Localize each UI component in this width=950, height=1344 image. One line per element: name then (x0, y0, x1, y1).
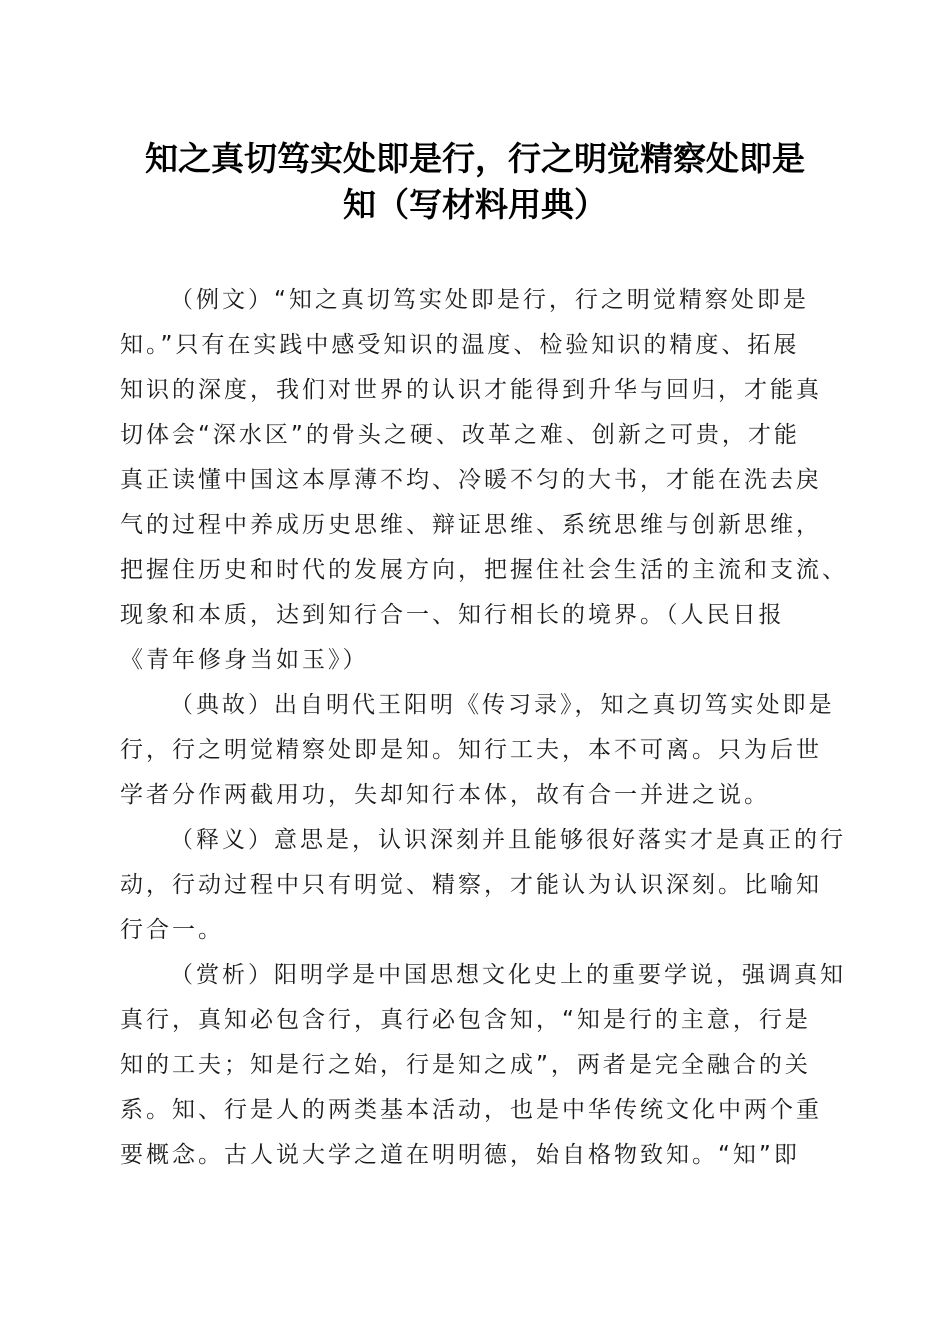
text-line: 系。知、行是人的两类基本活动，也是中华传统文化中两个重 (120, 1097, 822, 1123)
paragraph-appreciation (120, 953, 846, 1178)
text-line: 行合一。 (120, 917, 224, 943)
text-line: 把握住历史和时代的发展方向，把握住社会生活的主流和支流、 (120, 557, 848, 583)
text-line: 真行，真知必包含行，真行必包含知，“知是行的主意，行是 (120, 1007, 811, 1033)
document-body (120, 278, 848, 1178)
paragraph-example (120, 278, 848, 683)
text-line: （释义）意思是，认识深刻并且能够很好落实才是真正的行 (170, 827, 846, 853)
text-line: 动，行动过程中只有明觉、精察，才能认为认识深刻。比喻知 (120, 872, 822, 898)
text-line: 要概念。古人说大学之道在明明德，始自格物致知。“知”即 (120, 1142, 800, 1168)
page-title (100, 136, 850, 228)
text-line: 真正读懂中国这本厚薄不均、冷暖不匀的大书，才能在洗去戾 (120, 467, 822, 493)
text-line: 《青年修身当如玉》） (120, 647, 369, 673)
text-line: 气的过程中养成历史思维、辩证思维、系统思维与创新思维， (120, 512, 822, 538)
title-line-1: 知之真切笃实处即是行，行之明觉精察处即是 (145, 139, 805, 178)
paragraph-interpretation (120, 818, 846, 953)
text-line: 知。”只有在实践中感受知识的温度、检验知识的精度、拓展 (120, 332, 800, 358)
paragraph-allusion (120, 683, 835, 818)
text-line: （赏析）阳明学是中国思想文化史上的重要学说，强调真知 (170, 962, 846, 988)
text-line: 行，行之明觉精察处即是知。知行工夫，本不可离。只为后世 (120, 737, 822, 763)
text-line: 知的工夫；知是行之始，行是知之成”，两者是完全融合的关 (120, 1052, 811, 1078)
text-line: 学者分作两截用功，失却知行本体，故有合一并进之说。 (120, 782, 770, 808)
text-line: 现象和本质，达到知行合一、知行相长的境界。（人民日报 (120, 602, 785, 628)
text-line: 切体会“深水区”的骨头之硬、改革之难、创新之可贵，才能 (120, 422, 800, 448)
text-line: （典故）出自明代王阳明《传习录》，知之真切笃实处即是 (170, 692, 835, 718)
title-line-2: 知（写材料用典） (343, 185, 607, 224)
text-line: 知识的深度，我们对世界的认识才能得到升华与回归，才能真 (120, 377, 822, 403)
text-line: （例文）“知之真切笃实处即是行，行之明觉精察处即是 (170, 287, 809, 313)
